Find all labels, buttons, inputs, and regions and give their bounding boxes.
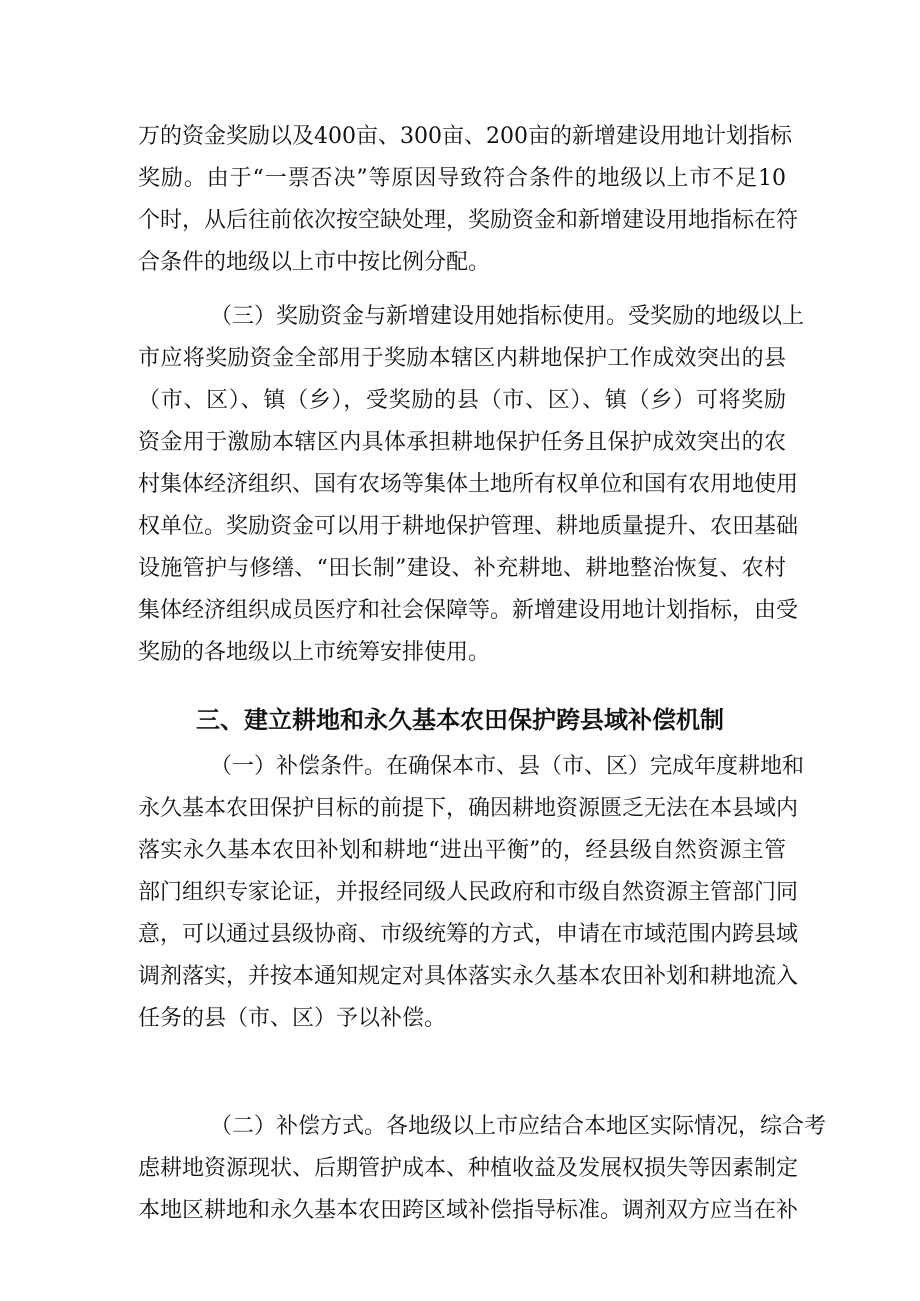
text-line: 集体经济组织成员医疗和社会保障等。新增建设用地计划指标，由受 (138, 598, 799, 623)
text-line: （三）奖励资金与新增建设用她指标使用。受奖励的地级以上 (210, 304, 805, 329)
text-line: 调剂落实，并按本通知规定对具体落实永久基本农田补划和耕地流入 (138, 964, 799, 989)
text-line: 资金用于激励本辖区内具体承担耕地保护任务且保护成效突出的农 (138, 430, 786, 455)
text-line: 任务的县（市、区）予以补偿。 (138, 1006, 447, 1031)
text-line: 万的资金奖励以及400亩、300亩、200亩的新增建设用地计划指标 (138, 124, 792, 149)
paragraph-reward-usage (138, 296, 805, 674)
text-line: （市、区）、镇（乡），受奖励的县（市、区）、镇（乡）可将奖励 (138, 388, 786, 413)
paragraph-compensation-conditions (138, 746, 805, 1040)
text-line: 部门组织专家论证，并报经同级人民政府和市级自然资源主管部门同 (138, 880, 799, 905)
text-line: （二）补偿方式。各地级以上市应结合本地区实际情况，综合考 (210, 1114, 827, 1139)
text-line: 落实永久基本农田补划和耕地“进出平衡”的，经县级自然资源主管 (138, 838, 786, 863)
text-line: 市应将奖励资金全部用于奖励本辖区内耕地保护工作成效突出的县 (138, 346, 786, 371)
section-heading: 三、建立耕地和永久基本农田保护跨县域补偿机制 (196, 706, 724, 734)
text-line: （一）补偿条件。在确保本市、县（市、区）完成年度耕地和 (210, 754, 805, 779)
text-line: 个时，从后往前依次按空缺处理，奖励资金和新增建设用地指标在符 (138, 208, 799, 233)
paragraph-reward-allocation (138, 116, 799, 284)
text-line: 权单位。奖励资金可以用于耕地保护管理、耕地质量提升、农田基础 (138, 514, 799, 539)
text-line: 永久基本农田保护目标的前提下，确因耕地资源匮乏无法在本县域内 (138, 796, 799, 821)
text-line: 本地区耕地和永久基本农田跨区域补偿指导标准。调剂双方应当在补 (138, 1198, 799, 1223)
text-line: 奖励。由于“一票否决”等原因导致符合条件的地级以上市不足10 (138, 166, 786, 191)
text-line: 虑耕地资源现状、后期管护成本、种植收益及发展权损失等因素制定 (138, 1156, 799, 1181)
text-line: 村集体经济组织、国有农场等集体土地所有权单位和国有农用地使用 (138, 472, 799, 497)
text-line: 合条件的地级以上市中按比例分配。 (138, 250, 491, 275)
text-line: 奖励的各地级以上市统筹安排使用。 (138, 640, 491, 665)
paragraph-compensation-method (138, 1106, 827, 1232)
text-line: 意，可以通过县级协商、市级统筹的方式，申请在市域范围内跨县域 (138, 922, 799, 947)
text-line: 设施管护与修缮、“田长制”建设、补充耕地、耕地整治恢复、农村 (138, 556, 786, 581)
